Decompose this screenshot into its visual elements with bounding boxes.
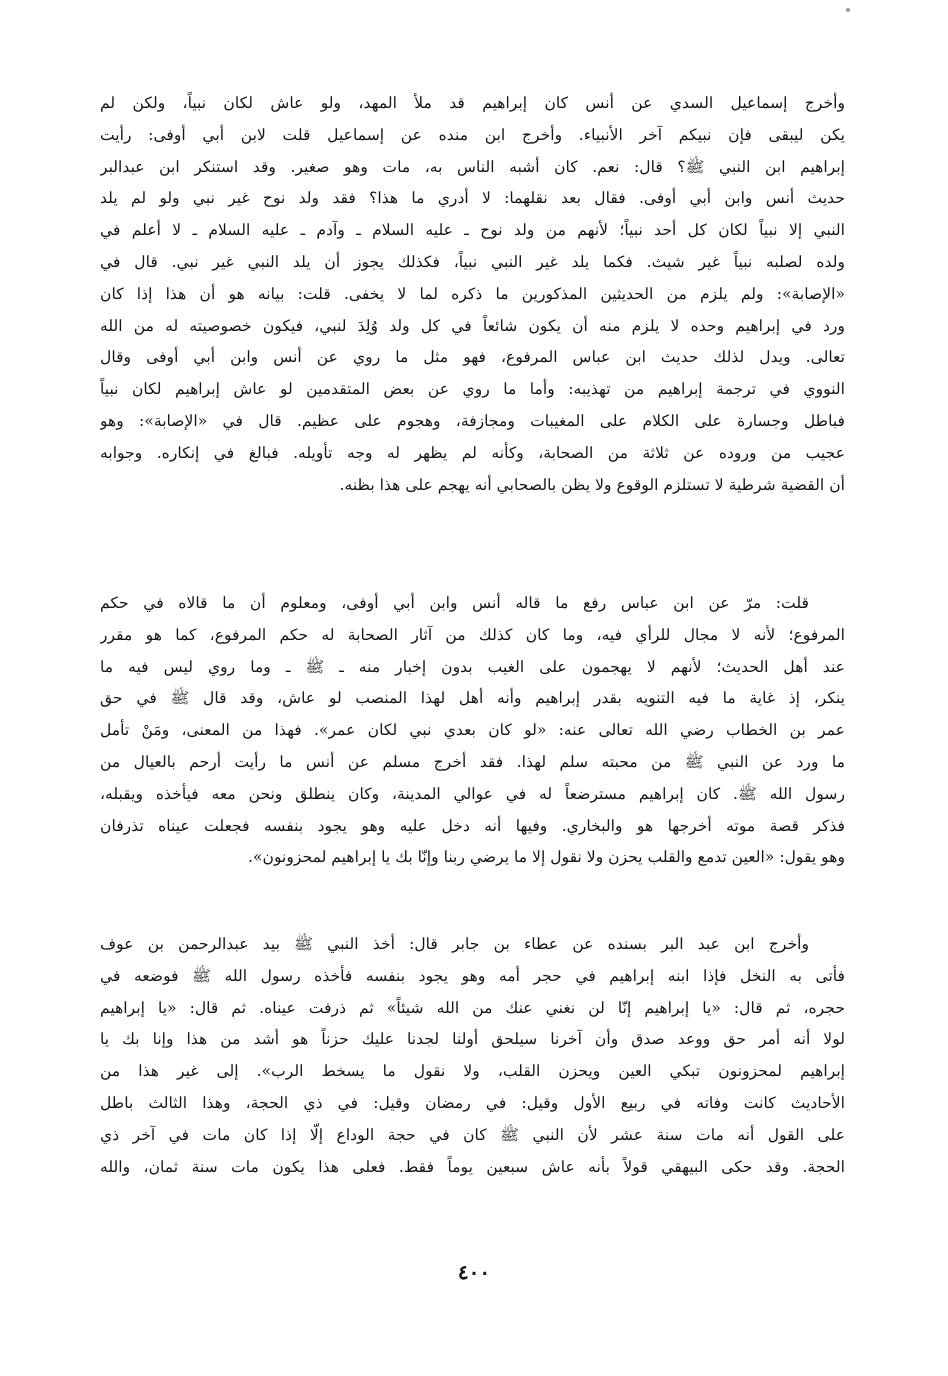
corner-speck [846, 8, 850, 12]
text-line: وأخرج إسماعيل السدي عن أنس كان إبراهيم قد ملأ المهد، ولو عاش لكان نبياً، ولكن لم [100, 94, 845, 112]
text-line: إبراهيم ابن النبي ﷺ؟ قال: نعم. كان أشبه الناس به، مات وهو صغير. وقد استنكر ابن عبدالبر [100, 157, 845, 176]
text-line: ولده لصلبه نبياً غير شيث. فكما يلد غير النبي نبياً، فكذلك يجوز أن يلد النبي غير نبي. قال في [100, 252, 845, 271]
text-line: النووي في ترجمة إبراهيم من تهذيبه: وأما ما روي عن بعض المتقدمين لو عاش إبراهيم لكان نبياً [100, 380, 845, 399]
text-line: وهو يقول: «العين تدمع والقلب يحزن ولا نقول إلا ما يرضي ربنا وإنّا بك يا إبراهيم لمحزونون». [248, 848, 845, 867]
text-line: تعالى. ويدل لذلك حديث ابن عباس المرفوع، فهو مثل ما روي عن أنس وابن أبي أوفى وقال [100, 348, 845, 367]
paragraph-3 [100, 929, 845, 1183]
text-line: المرفوع؛ لأنه لا مجال للرأي فيه، وما كان كذلك من آثار الصحابة له حكم المرفوع، كما هو مقرر [100, 625, 845, 644]
text-line: إبراهيم لمحزونون تبكي العين ويحزن القلب، ولا نقول ما يسخط الرب». إلى غير هذا من [100, 1062, 845, 1081]
text-line: يكن ليبقى فإن نبيكم آخر الأنبياء. وأخرج ابن منده عن إسماعيل قلت لابن أبي أوفى: رأيت [100, 125, 845, 144]
text-line: النبي إلا نبياً لكان كل أحد نبياً؛ لأنهم من ولد نوح ـ عليه السلام ـ وآدم ـ عليه السلام ـ لا أعلم في [100, 221, 845, 240]
text-line: حديث أنس وابن أبي أوفى. فقال بعد نقلهما: لا أدري ما هذا؟ فقد ولد نوح غير نبي ولو لم يلد [100, 189, 845, 208]
text-line: عمر بن الخطاب رضي الله تعالى عنه: «لو كان بعدي نبي لكان عمر». فهذا من المعنى، ومَنْ تأمل [100, 721, 845, 740]
text-line: أن القضية شرطية لا تستلزم الوقوع ولا يظن بالصحابي أنه يهجم على هذا بظنه. [339, 475, 845, 494]
text-line: الحجة. وقد حكى البيهقي قولاً بأنه عاش سبعين يوماً فقط. فعلى هذا يكون مات سنة ثمان، والله [100, 1157, 845, 1176]
text-line: فباطل وجسارة على الكلام على المغيبات ومجازفة، وهجوم على عظيم. قال في «الإصابة»: وهو [100, 411, 845, 430]
text-line: ورد في إبراهيم وحده لا يلزم منه أن يكون شائعاً في كل ولد وُلِدَ لنبي، فيكون خصوصيته له من الله [100, 316, 845, 335]
text-line: الأحاديث كانت وفاته في ربيع الأول وقيل: في رمضان وقيل: في ذي الحجة، وهذا الثالث باطل [100, 1093, 845, 1112]
text-line: عجيب من وروده عن ثلاثة من الصحابة، وكأنه لم يظهر له وجه تأويله. فبالغ في إنكاره. وجوابه [100, 443, 845, 462]
text-line: فذكر قصة موته أخرجها هو والبخاري. وفيها أنه دخل عليه وهو يجود بنفسه فجعلت عيناه تذرفان [100, 816, 845, 835]
text-line: فأتى به النخل فإذا ابنه إبراهيم في حجر أمه وهو يجود بنفسه فأخذه رسول الله ﷺ فوضعه في [100, 966, 845, 985]
text-line: حجره، ثم قال: «يا إبراهيم إنّا لن نغني عنك من الله شيئاً» ثم ذرفت عيناه. ثم قال: «يا إبراهيم [100, 998, 845, 1017]
text-line: رسول الله ﷺ. كان إبراهيم مسترضعاً له في عوالي المدينة، وكان ينطلق ونحن معه فيأخذه ويقبله، [100, 784, 845, 803]
text-line: ينكر، إذ غاية ما فيه التنويه بقدر إبراهيم وأنه أهل لهذا المنصب لو عاش، وقد قال ﷺ في حق [100, 689, 845, 708]
paragraph-2 [100, 588, 845, 874]
page-number: ٤٠٠ [457, 1260, 491, 1284]
text-line: «الإصابة»: ولم يلزم من الحديثين المذكورين ما ذكره لما لا يخفى. قلت: بيانه هو أن هذا إذا كان [100, 284, 845, 303]
text-line: لولا أنه أمر حق ووعد صدق وأن آخرنا سيلحق أولنا لجدنا عليك حزناً هو أشد من هذا وإنا بك يا [100, 1030, 845, 1049]
text-line: وأخرج ابن عبد البر بسنده عن عطاء بن جابر قال: أخذ النبي ﷺ بيد عبدالرحمن بن عوف [100, 935, 809, 953]
paragraph-1 [100, 88, 845, 501]
text-line: على القول أنه مات سنة عشر لأن النبي ﷺ كان في حجة الوداع إلّا إذا كان مات في آخر ذي [100, 1125, 845, 1144]
text-line: عند أهل الحديث؛ لأنهم لا يهجمون على الغيب بدون إخبار منه ـ ﷺ ـ وما روي ليس فيه ما [100, 657, 845, 676]
text-line: ما ورد عن النبي ﷺ من محبته سلم لهذا. فقد أخرج مسلم عن أنس ما رأيت أرحم بالعيال من [100, 752, 845, 771]
text-line: قلت: مرّ عن ابن عباس رفع ما قاله أنس وابن أبي أوفى، ومعلوم أن ما قالاه في حكم [100, 594, 809, 612]
